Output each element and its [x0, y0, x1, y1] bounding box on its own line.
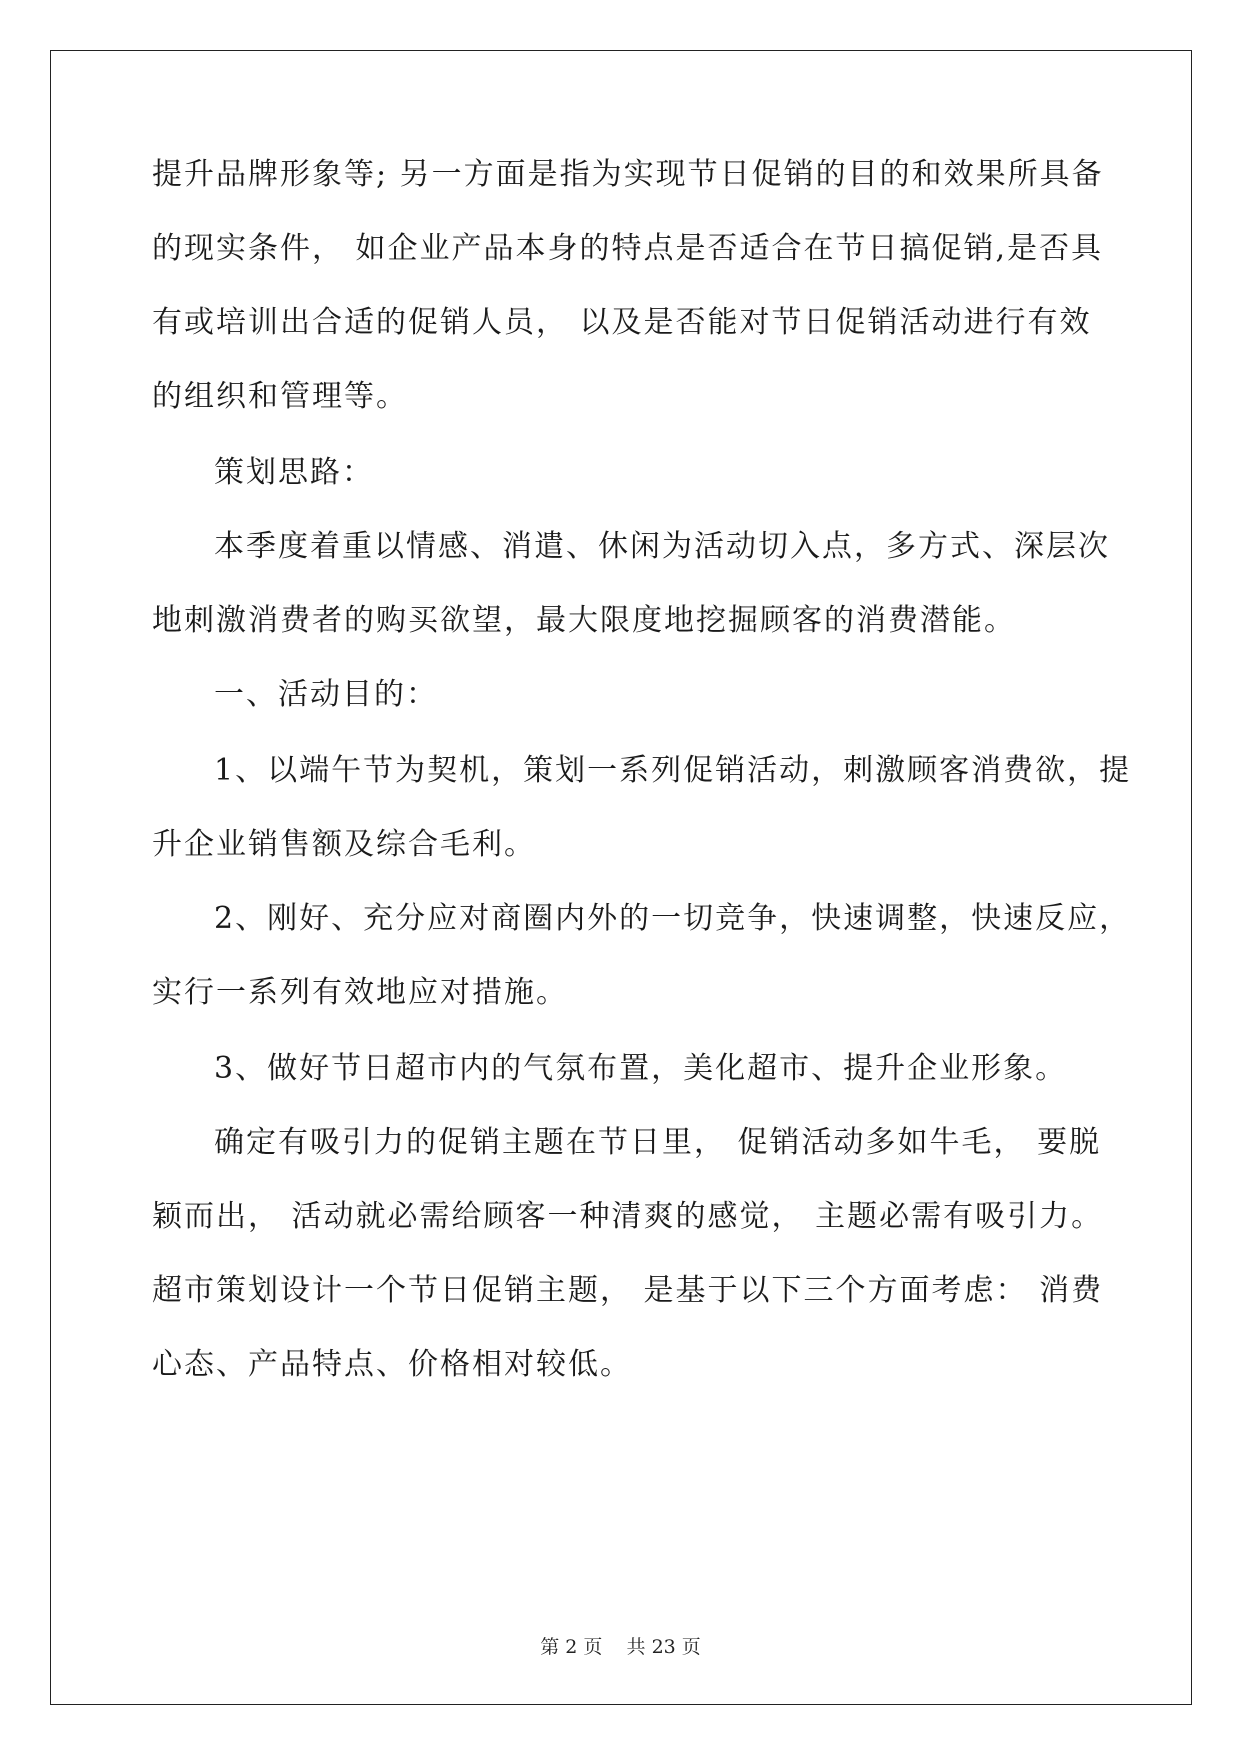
text-line: 本季度着重以情感、消遣、休闲为活动切入点，多方式、深层次: [214, 529, 1110, 564]
text-line: 有或培训出合适的促销人员， 以及是否能对节日促销活动进行有效: [152, 305, 1092, 340]
text-line: 1、以端午节为契机，策划一系列促销活动，刺激顾客消费欲，提: [214, 753, 1132, 788]
text-line: 心态、产品特点、价格相对较低。: [152, 1347, 632, 1382]
text-line: 实行一系列有效地应对措施。: [152, 975, 568, 1010]
text-line: 的现实条件， 如企业产品本身的特点是否适合在节日搞促销,是否具: [152, 231, 1104, 266]
text-line: 的组织和管理等。: [152, 379, 408, 414]
text-line: 颖而出， 活动就必需给顾客一种清爽的感觉， 主题必需有吸引力。: [152, 1199, 1104, 1234]
section-heading: 策划思路：: [214, 455, 374, 490]
page-border: [50, 50, 1192, 1705]
text-line: 2、刚好、充分应对商圈内外的一切竞争，快速调整，快速反应，: [214, 901, 1132, 936]
text-line: 升企业销售额及综合毛利。: [152, 827, 536, 862]
text-line: 确定有吸引力的促销主题在节日里， 促销活动多如牛毛， 要脱: [214, 1125, 1102, 1160]
section-heading: 一、活动目的：: [214, 677, 438, 712]
text-line: 3、做好节日超市内的气氛布置，美化超市、提升企业形象。: [214, 1051, 1068, 1086]
text-line: 提升品牌形象等; 另一方面是指为实现节日促销的目的和效果所具备: [152, 157, 1104, 192]
text-line: 超市策划设计一个节日促销主题， 是基于以下三个方面考虑： 消费: [152, 1273, 1104, 1308]
page-number: 第 2 页 共 23 页: [540, 1636, 701, 1658]
text-line: 地刺激消费者的购买欲望，最大限度地挖掘顾客的消费潜能。: [152, 603, 1016, 638]
